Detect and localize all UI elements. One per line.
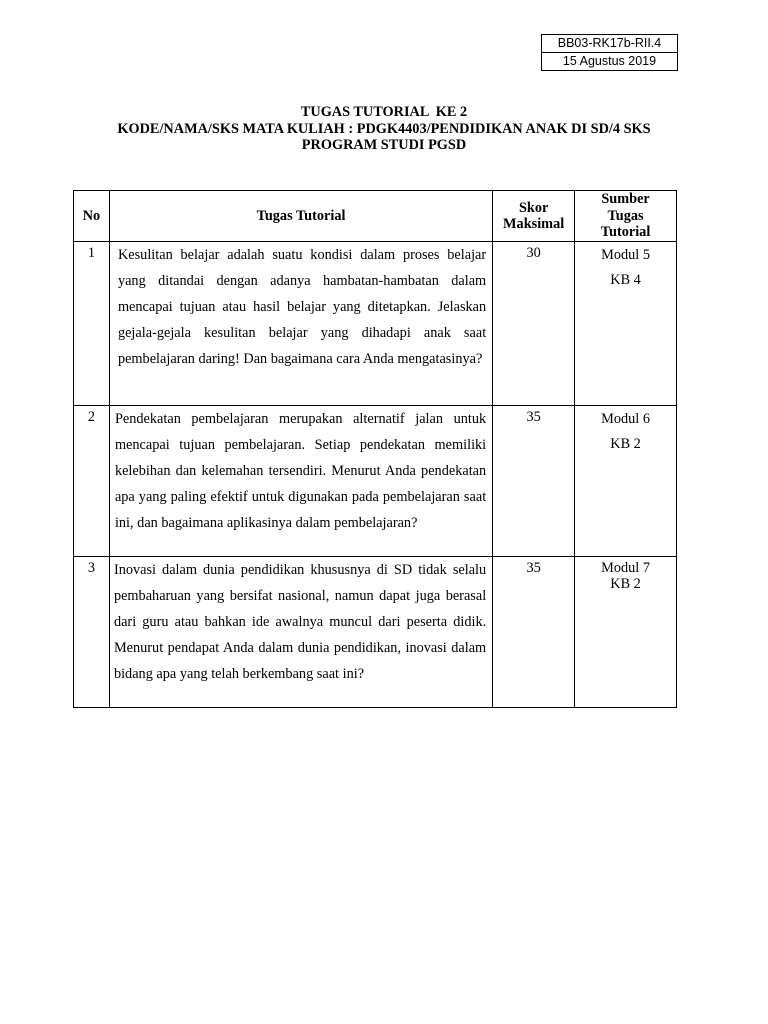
task-source xyxy=(575,242,677,406)
header-source-line-3: Tutorial xyxy=(600,224,651,241)
row-number: 1 xyxy=(74,242,110,406)
task-source xyxy=(575,406,677,557)
task-source xyxy=(575,557,677,708)
max-score: 35 xyxy=(493,406,575,557)
document-code-box xyxy=(541,34,678,71)
header-score-line-2: Maksimal xyxy=(503,216,565,232)
tutorial-task-table xyxy=(73,190,677,708)
table-row xyxy=(74,557,677,708)
row-number: 3 xyxy=(74,557,110,708)
source-modul: Modul 7 xyxy=(601,560,650,576)
document-title xyxy=(0,104,768,154)
source-modul: Modul 6 xyxy=(601,411,650,427)
source-kb: KB 2 xyxy=(610,576,641,592)
title-line-1: TUGAS TUTORIAL KE 2 xyxy=(300,104,468,120)
header-task: Tugas Tutorial xyxy=(109,191,492,242)
title-line-3: PROGRAM STUDI PGSD xyxy=(301,137,467,153)
header-source-line-2: Tugas xyxy=(607,207,644,224)
header-no: No xyxy=(74,191,110,242)
table-row xyxy=(74,242,677,406)
table-row xyxy=(74,406,677,557)
max-score: 30 xyxy=(493,242,575,406)
row-number: 2 xyxy=(74,406,110,557)
header-score xyxy=(493,191,575,242)
task-text: Kesulitan belajar adalah suatu kondisi dalam proses belajar yang ditandai dengan adanya hambatan-hambatan dalam mencapai tujuan atau hasil belajar yang ditetapkan. Jelaskan gejala-gejala kesulitan belajar yang dihadapi anak saat pembelajaran daring! Dan bagaimana cara Anda mengatasinya? xyxy=(109,242,492,406)
header-score-line-1: Skor xyxy=(518,199,549,216)
header-source-line-1: Sumber xyxy=(601,191,650,208)
table-header-row xyxy=(74,191,677,242)
title-line-2: KODE/NAMA/SKS MATA KULIAH : PDGK4403/PENDIDIKAN ANAK DI SD/4 SKS xyxy=(117,120,651,137)
header-source xyxy=(575,191,677,242)
source-kb: KB 4 xyxy=(610,272,641,288)
document-date: 15 Agustus 2019 xyxy=(542,52,677,70)
source-modul: Modul 5 xyxy=(601,247,650,263)
max-score: 35 xyxy=(493,557,575,708)
document-code: BB03-RK17b-RII.4 xyxy=(557,36,662,50)
task-text: Pendekatan pembelajaran merupakan alternatif jalan untuk mencapai tujuan pembelajaran. Setiap pendekatan memiliki kelebihan dan kelemahan tersendiri. Menurut Anda pendekatan apa yang paling efektif untuk digunakan pada pembelajaran saat ini, dan bagaimana aplikasinya dalam pembelajaran? xyxy=(109,406,492,557)
task-text: Inovasi dalam dunia pendidikan khususnya di SD tidak selalu pembaharuan yang bersifat nasional, namun dapat juga berasal dari guru atau bahkan ide awalnya muncul dari peserta didik. Menurut pendapat Anda dalam dunia pendidikan, inovasi dalam bidang apa yang telah berkembang saat ini? xyxy=(109,557,492,708)
source-kb: KB 2 xyxy=(610,436,641,452)
